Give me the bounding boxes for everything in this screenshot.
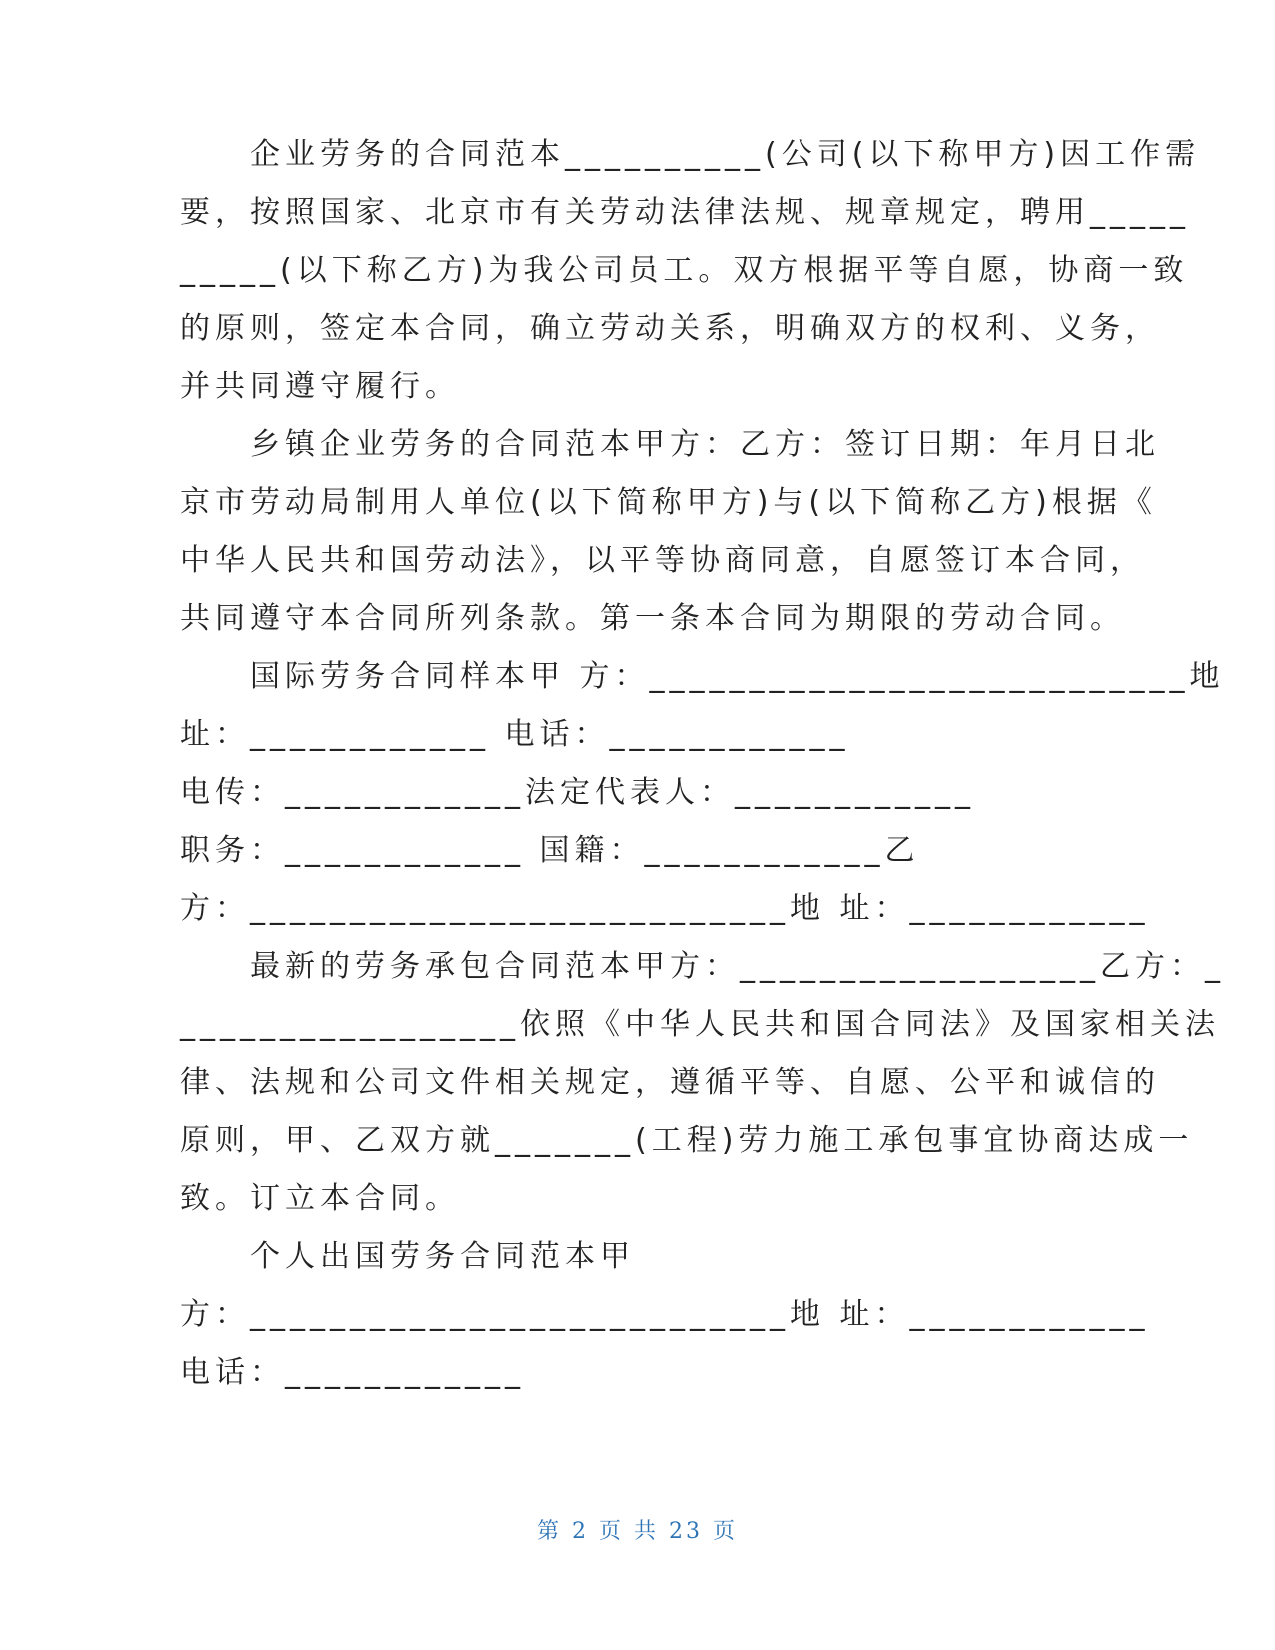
text-line: 方：___________________________地 址：____________ — [180, 891, 1150, 926]
text-line: 最新的劳务承包合同范本甲方：__________________乙方：_ — [180, 949, 1225, 984]
text-line: 企业劳务的合同范本__________(公司(以下称甲方)因工作需 — [180, 137, 1201, 172]
text-line: 致。订立本合同。 — [180, 1181, 460, 1216]
text-line: _____(以下称乙方)为我公司员工。双方根据平等自愿，协商一致 — [180, 253, 1189, 288]
text-line: 的原则，签定本合同，确立劳动关系，明确双方的权利、义务， — [180, 311, 1160, 346]
text-line: 国际劳务合同样本甲 方：___________________________地 — [180, 659, 1225, 694]
text-line: 原则，甲、乙双方就_______(工程)劳力施工承包事宜协商达成一 — [180, 1123, 1194, 1158]
text-line: 共同遵守本合同所列条款。第一条本合同为期限的劳动合同。 — [180, 601, 1125, 636]
text-line: 职务：____________ 国籍：____________乙 — [180, 833, 920, 868]
text-line: 乡镇企业劳务的合同范本甲方：乙方：签订日期：年月日北 — [180, 427, 1160, 462]
text-line: 并共同遵守履行。 — [180, 369, 460, 404]
text-line: 京市劳动局制用人单位(以下简称甲方)与(以下简称乙方)根据《 — [180, 485, 1157, 520]
text-line: 个人出国劳务合同范本甲 — [180, 1239, 635, 1274]
text-line: 要，按照国家、北京市有关劳动法律法规、规章规定，聘用_____ — [180, 195, 1190, 230]
text-line: 律、法规和公司文件相关规定，遵循平等、自愿、公平和诚信的 — [180, 1065, 1160, 1100]
text-line: _________________依照《中华人民共和国合同法》及国家相关法 — [180, 1007, 1220, 1042]
text-line: 址：____________ 电话：____________ — [180, 717, 850, 752]
text-line: 方：___________________________地 址：____________ — [180, 1297, 1150, 1332]
text-line: 电传：____________法定代表人：____________ — [180, 775, 975, 810]
text-line: 中华人民共和国劳动法》，以平等协商同意，自愿签订本合同， — [180, 543, 1145, 578]
text-line: 电话：____________ — [180, 1355, 525, 1390]
page-number: 第 2 页 共 23 页 — [537, 1519, 738, 1544]
